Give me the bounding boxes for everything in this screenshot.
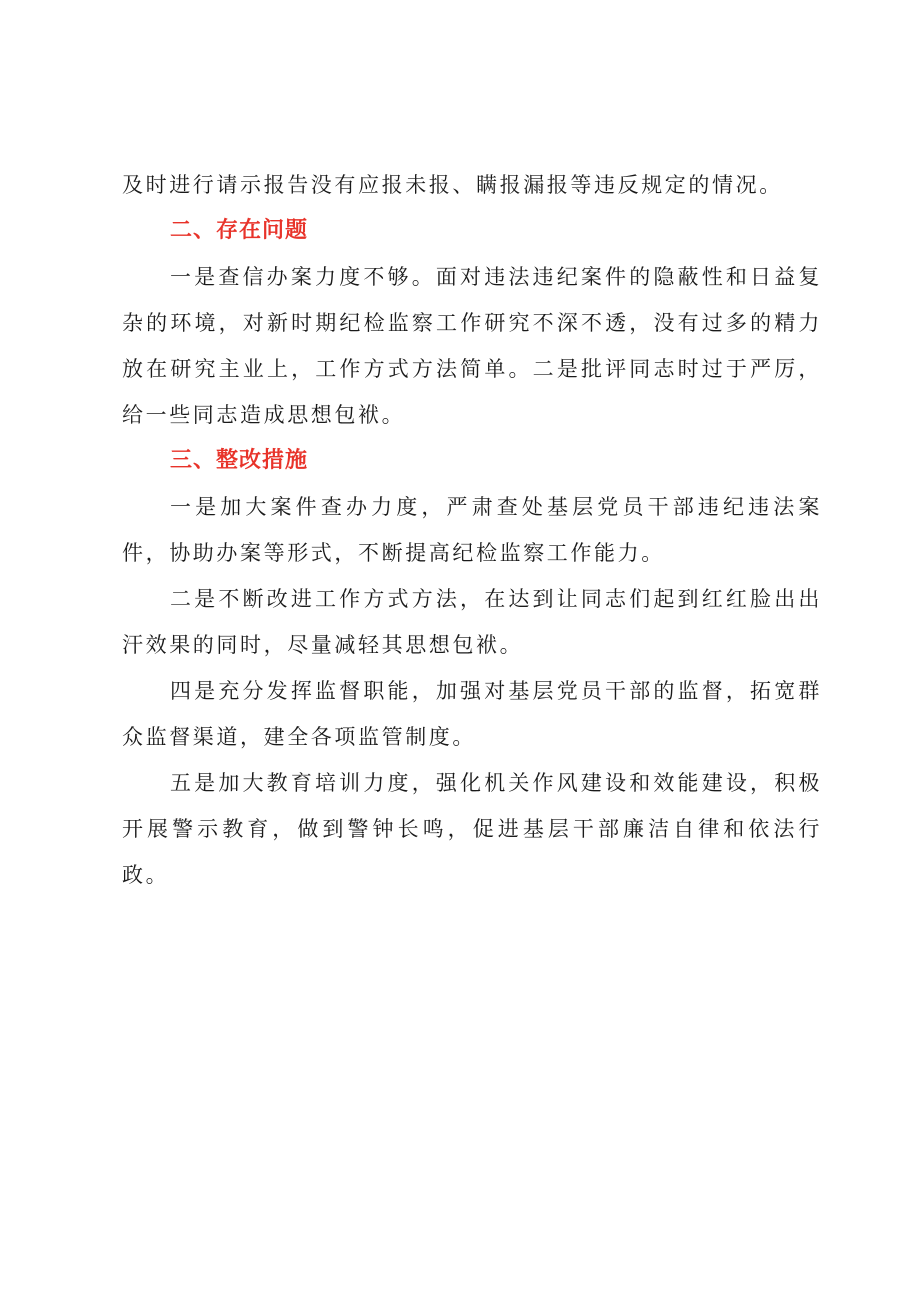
measure-paragraph-2: 二是不断改进工作方式方法，在达到让同志们起到红红脸出出汗效果的同时，尽量减轻其思想包袱。	[122, 587, 822, 657]
section-heading-measures: 三、整改措施	[170, 448, 309, 473]
section-heading-problems: 二、存在问题	[170, 218, 309, 243]
measure-paragraph-3: 四是充分发挥监督职能，加强对基层党员干部的监督，拓宽群众监督渠道，建全各项监管制度。	[122, 679, 822, 749]
document-body	[122, 162, 822, 898]
continuation-paragraph: 及时进行请示报告没有应报未报、瞒报漏报等违反规定的情况。	[122, 173, 783, 197]
problems-paragraph: 一是查信办案力度不够。面对违法违纪案件的隐蔽性和日益复杂的环境，对新时期纪检监察工作研究不深不透，没有过多的精力放在研究主业上，工作方式方法简单。二是批评同志时过于严厉，给一些同志造成思想包袱。	[122, 265, 822, 427]
measure-paragraph-4: 五是加大教育培训力度，强化机关作风建设和效能建设，积极开展警示教育，做到警钟长鸣，促进基层干部廉洁自律和依法行政。	[122, 771, 822, 887]
measure-paragraph-1: 一是加大案件查办力度，严肃查处基层党员干部违纪违法案件，协助办案等形式，不断提高纪检监察工作能力。	[122, 495, 822, 565]
